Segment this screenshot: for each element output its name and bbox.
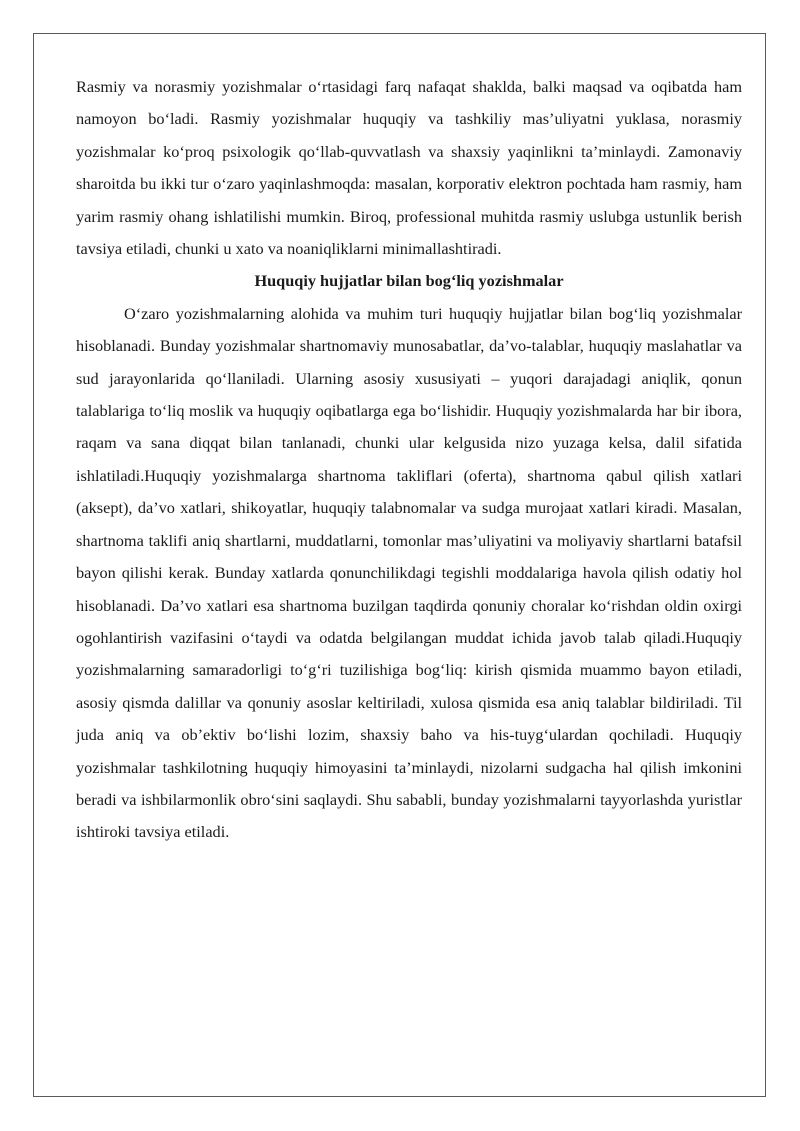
paragraph-legal-correspondence: O‘zaro yozishmalarning alohida va muhim turi huquqiy hujjatlar bilan bog‘liq yozishmalar hisoblanadi. Bunday yozishmalar shartnomaviy munosabatlar, da’vo-talablar, huquqiy maslahatlar va sud jarayonlarida qo‘llaniladi. Ularning asosiy xususiyati – yuqori darajadagi aniqlik, qonun talablariga to‘liq moslik va huquqiy oqibatlarga ega bo‘lishidir. Huquqiy yozishmalarda har bir ibora, raqam va sana diqqat bilan tanlanadi, chunki ular kelgusida nizo yuzaga kelsa, dalil sifatida ishlatiladi.Huquqiy yozishmalarga shartnoma takliflari (oferta), shartnoma qabul qilish xatlari (aksept), da’vo xatlari, shikoyatlar, huquqiy talabnomalar va sudga murojaat xatlari kiradi. Masalan, shartnoma taklifi aniq shartlarni, muddatlarni, tomonlar mas’uliyatini va moliyaviy shartlarni batafsil bayon qilishi kerak. Bunday xatlarda qonunchilikdagi tegishli moddalariga havola qilish odatiy hol hisoblanadi. Da’vo xatlari esa shartnoma buzilgan taqdirda qonuniy choralar ko‘rishdan oldin oxirgi ogohlantirish vazifasini o‘taydi va odatda belgilangan muddat ichida javob talab qiladi.Huquqiy yozishmalarning samaradorligi to‘g‘ri tuzilishiga bog‘liq: kirish qismida muammo bayon etiladi, asosiy qismda dalillar va qonuniy asoslar keltiriladi, xulosa qismida esa aniq talablar bildiriladi. Til juda aniq va ob’ektiv bo‘lishi lozim, shaxsiy baho va his-tuyg‘ulardan qochiladi. Huquqiy yozishmalar tashkilotning huquqiy himoyasini ta’minlaydi, nizolarni sudgacha hal qilish imkonini beradi va ishbilarmonlik obro‘sini saqlaydi. Shu sababli, bunday yozishmalarni tayyorlashda yuristlar ishtiroki tavsiya etiladi. [76,303,742,842]
section-heading: Huquqiy hujjatlar bilan bog‘liq yozishmalar [254,271,564,291]
paragraph-intro: Rasmiy va norasmiy yozishmalar o‘rtasidagi farq nafaqat shaklda, balki maqsad va oqibatda ham namoyon bo‘ladi. Rasmiy yozishmalar huquqiy va tashkiliy mas’uliyatni yuklasa, norasmiy yozishmalar ko‘proq psixologik qo‘llab-quvvatlash va shaxsiy yaqinlikni ta’minlaydi. Zamonaviy sharoitda bu ikki tur o‘zaro yaqinlashmoqda: masalan, korporativ elektron pochtada ham rasmiy, ham yarim rasmiy ohang ishlatilishi mumkin. Biroq, professional muhitda rasmiy uslubga ustunlik berish tavsiya etiladi, chunki u xato va noaniqliklarni minimallashtiradi. [76,77,742,259]
document-body [76,71,742,849]
